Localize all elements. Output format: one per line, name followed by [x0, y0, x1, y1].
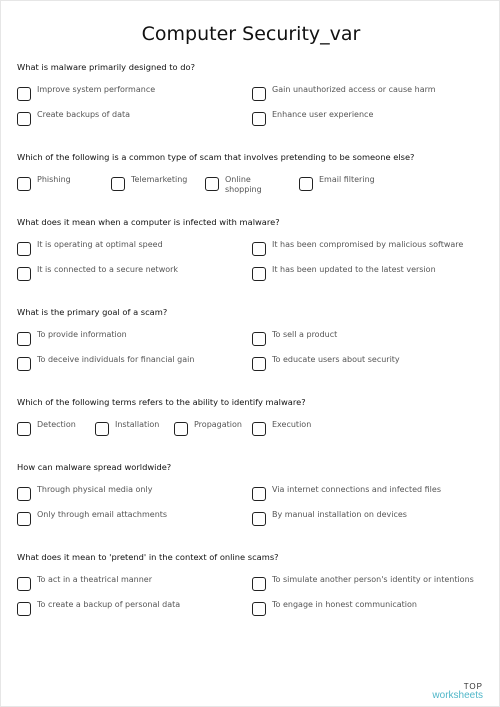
option-label: Through physical media only — [37, 485, 153, 494]
checkbox[interactable] — [252, 577, 266, 591]
option-label: To sell a product — [272, 330, 338, 339]
checkbox[interactable] — [252, 602, 266, 616]
logo-top-text: TOP — [463, 682, 483, 691]
q6-option-a[interactable] — [17, 487, 152, 501]
q4-option-c[interactable] — [17, 357, 194, 371]
q3-option-c[interactable] — [17, 267, 178, 281]
option-label: To engage in honest communication — [272, 600, 417, 609]
checkbox[interactable] — [252, 332, 266, 346]
option-label: Gain unauthorized access or cause harm — [272, 85, 436, 94]
checkbox[interactable] — [252, 512, 266, 526]
checkbox[interactable] — [252, 357, 266, 371]
checkbox[interactable] — [299, 177, 313, 191]
q1-option-b[interactable] — [252, 87, 436, 101]
question-7: What does it mean to 'pretend' in the context of online scams? — [17, 552, 279, 562]
option-label: Enhance user experience — [272, 110, 374, 119]
option-label: Installation — [115, 420, 160, 429]
checkbox[interactable] — [17, 112, 31, 126]
checkbox[interactable] — [252, 112, 266, 126]
checkbox[interactable] — [252, 487, 266, 501]
checkbox[interactable] — [17, 267, 31, 281]
q5-option-d[interactable] — [252, 422, 311, 436]
option-label: Email filtering — [319, 175, 375, 184]
option-label: Online shopping — [225, 175, 262, 194]
q3-option-b[interactable] — [252, 242, 463, 256]
option-label: To act in a theatrical manner — [37, 575, 153, 584]
q1-option-c[interactable] — [17, 112, 130, 126]
checkbox[interactable] — [17, 487, 31, 501]
question-5: Which of the following terms refers to the ability to identify malware? — [17, 397, 306, 407]
checkbox[interactable] — [17, 87, 31, 101]
option-label: To educate users about security — [272, 355, 400, 364]
logo-bottom-text: worksheets — [432, 690, 483, 701]
q7-option-b[interactable] — [252, 577, 474, 591]
q7-option-a[interactable] — [17, 577, 152, 591]
q2-option-c[interactable] — [205, 177, 265, 195]
checkbox[interactable] — [111, 177, 125, 191]
q1-option-a[interactable] — [17, 87, 155, 101]
q5-option-b[interactable] — [95, 422, 159, 436]
q4-option-d[interactable] — [252, 357, 400, 371]
q3-option-d[interactable] — [252, 267, 436, 281]
option-label: Create backups of data — [37, 110, 131, 119]
question-6: How can malware spread worldwide? — [17, 462, 172, 472]
q2-option-d[interactable] — [299, 177, 375, 191]
option-label: To simulate another person's identity or intentions — [272, 575, 474, 584]
option-label: Only through email attachments — [37, 510, 168, 519]
checkbox[interactable] — [17, 357, 31, 371]
option-label: To deceive individuals for financial gain — [37, 355, 195, 364]
question-2: Which of the following is a common type of scam that involves pretending to be someone else? — [17, 152, 415, 162]
option-label: Via internet connections and infected files — [272, 485, 441, 494]
option-label: To provide information — [37, 330, 127, 339]
checkbox[interactable] — [17, 422, 31, 436]
q2-option-b[interactable] — [111, 177, 187, 191]
q1-option-d[interactable] — [252, 112, 373, 126]
page-title: Computer Security_var — [141, 23, 361, 45]
q2-option-a[interactable] — [17, 177, 71, 191]
q4-option-a[interactable] — [17, 332, 127, 346]
q4-option-b[interactable] — [252, 332, 337, 346]
option-label: Detection — [37, 420, 76, 429]
q3-option-a[interactable] — [17, 242, 163, 256]
checkbox[interactable] — [17, 177, 31, 191]
option-label: Telemarketing — [131, 175, 188, 184]
q6-option-c[interactable] — [17, 512, 167, 526]
checkbox[interactable] — [17, 332, 31, 346]
option-label: It has been compromised by malicious software — [272, 240, 464, 249]
checkbox[interactable] — [17, 602, 31, 616]
q5-option-c[interactable] — [174, 422, 242, 436]
q5-option-a[interactable] — [17, 422, 76, 436]
q7-option-c[interactable] — [17, 602, 180, 616]
checkbox[interactable] — [252, 242, 266, 256]
checkbox[interactable] — [95, 422, 109, 436]
topworksheets-logo — [432, 682, 483, 700]
option-label: Phishing — [37, 175, 71, 184]
question-3: What does it mean when a computer is infected with malware? — [17, 217, 280, 227]
checkbox[interactable] — [252, 422, 266, 436]
checkbox[interactable] — [174, 422, 188, 436]
option-label: By manual installation on devices — [272, 510, 407, 519]
option-label: It is operating at optimal speed — [37, 240, 163, 249]
question-4: What is the primary goal of a scam? — [17, 307, 168, 317]
checkbox[interactable] — [252, 87, 266, 101]
checkbox[interactable] — [205, 177, 219, 191]
checkbox[interactable] — [17, 577, 31, 591]
checkbox[interactable] — [17, 512, 31, 526]
option-label: To create a backup of personal data — [37, 600, 181, 609]
checkbox[interactable] — [252, 267, 266, 281]
q6-option-d[interactable] — [252, 512, 407, 526]
option-label: It has been updated to the latest version — [272, 265, 436, 274]
question-1: What is malware primarily designed to do? — [17, 62, 195, 72]
option-label: Propagation — [194, 420, 242, 429]
q7-option-d[interactable] — [252, 602, 417, 616]
checkbox[interactable] — [17, 242, 31, 256]
q6-option-b[interactable] — [252, 487, 441, 501]
option-label: Improve system performance — [37, 85, 156, 94]
option-label: It is connected to a secure network — [37, 265, 179, 274]
option-label: Execution — [272, 420, 312, 429]
